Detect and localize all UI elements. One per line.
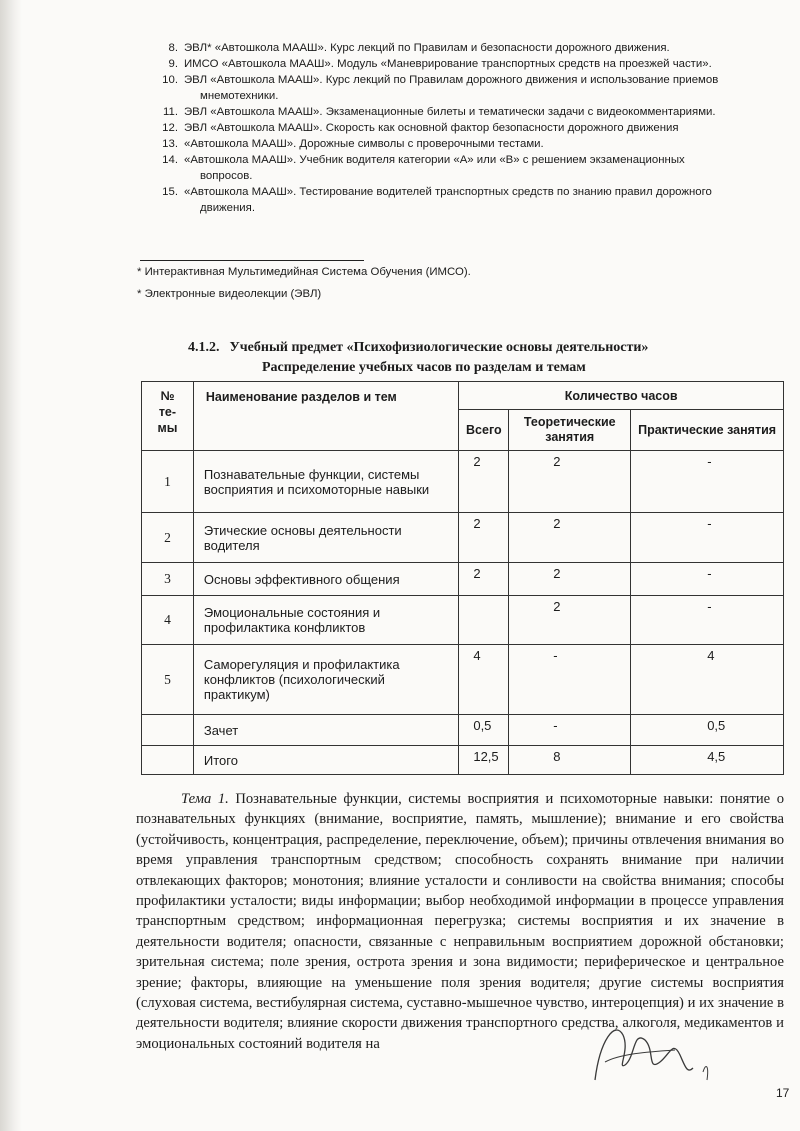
- theme-label: Тема 1.: [181, 791, 229, 807]
- row-number: 3: [142, 563, 194, 596]
- row-practice: 4: [631, 645, 784, 715]
- table-row: [142, 513, 784, 563]
- row-theory: 2: [509, 513, 631, 563]
- footnote-divider: [140, 260, 364, 261]
- section-subtitle: Распределение учебных часов по разделам и темам: [262, 360, 586, 375]
- row-theory: 2: [509, 563, 631, 596]
- list-item: 12. ЭВЛ «Автошкола МААШ». Скорость как основной фактор безопасности дорожного движения: [162, 122, 679, 134]
- section-number: 4.1.2.: [188, 340, 220, 355]
- row-name: Зачет: [193, 715, 458, 746]
- row-total: 2: [459, 513, 509, 563]
- reference-list: [148, 40, 778, 216]
- row-practice: -: [631, 451, 784, 513]
- row-theory: -: [509, 715, 631, 746]
- row-number: [142, 715, 194, 746]
- row-name: Основы эффективного общения: [193, 563, 458, 596]
- list-item: 9. ИМСО «Автошкола МААШ». Модуль «Маневрирование транспортных средств на проезжей части».: [168, 58, 712, 70]
- row-practice: -: [631, 513, 784, 563]
- list-item: 15. «Автошкола МААШ». Тестирование водителей транспортных средств по знанию правил дорожного движения.: [162, 186, 712, 214]
- table-row: [142, 645, 784, 715]
- footnote-evl: * Электронные видеолекции (ЭВЛ): [137, 288, 322, 300]
- row-number: [142, 746, 194, 775]
- row-total: 0,5: [459, 715, 509, 746]
- row-practice: 0,5: [631, 715, 784, 746]
- header-practice: Практические занятия: [631, 410, 784, 451]
- row-total: 2: [459, 451, 509, 513]
- row-theory: 2: [509, 596, 631, 645]
- row-practice: -: [631, 596, 784, 645]
- row-total: 12,5: [459, 746, 509, 775]
- theme-text: Познавательные функции, системы восприятия и психомоторные навыки: понятие о познавательных функциях (внимание, восприятие, память, мышление); внимание и его свойства (устойчивость, концентрация, распределение, переключение, объем); причины отвлечения внимания во время управления транспортным средством; способность сохранять внимание при наличии отвлекающих факторов; монотония; влияние усталости и сонливости на свойства внимания; способы профилактики усталости; виды информации; выбор необходимой информации в процессе управления транспортным средством; информационная перегрузка; системы восприятия и их значение в деятельности водителя; опасности, связанные с неправильным восприятием дорожной обстановки; зрительная система; поле зрения, острота зрения и зона видимости; периферическое и центральное зрение; факторы, влияющие на уменьшение поля зрения водителя; другие системы восприятия (слуховая система, вестибулярная система, суставно-мышечное чувство, интероцепция) и их значение в деятельности водителя; влияние скорости движения транспортного средства, алкоголя, медикаментов и эмоциональных состояний водителя на: [136, 791, 784, 1052]
- hours-table: [141, 381, 784, 775]
- list-item: 10. ЭВЛ «Автошкола МААШ». Курс лекций по Правилам дорожного движения и использование приемов мнемотехники.: [162, 74, 719, 102]
- row-theory: 8: [509, 746, 631, 775]
- table-row: [142, 563, 784, 596]
- header-theory: Теоретические занятия: [509, 410, 631, 451]
- list-item: 11. ЭВЛ «Автошкола МААШ». Экзаменационные билеты и тематически задачи с видеокомментариями.: [163, 106, 716, 118]
- row-total: 2: [459, 563, 509, 596]
- list-item: 8. ЭВЛ* «Автошкола МААШ». Курс лекций по Правилам и безопасности дорожного движения.: [168, 42, 670, 54]
- header-hours: Количество часов: [459, 382, 784, 410]
- row-name: Этические основы деятельности водителя: [193, 513, 458, 563]
- page-number: 17: [776, 1086, 790, 1100]
- table-row: [142, 451, 784, 513]
- footnote-imso: * Интерактивная Мультимедийная Система Обучения (ИМСО).: [137, 266, 471, 278]
- header-topic-number: № те- мы: [142, 382, 194, 451]
- row-name: Эмоциональные состояния и профилактика конфликтов: [193, 596, 458, 645]
- row-practice: 4,5: [631, 746, 784, 775]
- header-total: Всего: [459, 410, 509, 451]
- table-row: [142, 596, 784, 645]
- row-total: 4: [459, 645, 509, 715]
- row-number: 5: [142, 645, 194, 715]
- row-number: 1: [142, 451, 194, 513]
- row-number: 4: [142, 596, 194, 645]
- row-name: Саморегуляция и профилактика конфликтов (психологический практикум): [193, 645, 458, 715]
- row-number: 2: [142, 513, 194, 563]
- section-title: [188, 340, 648, 356]
- list-item: 14. «Автошкола МААШ». Учебник водителя категории «А» или «В» с решением экзаменационных вопросов.: [162, 154, 685, 182]
- handwritten-signature: [575, 1010, 725, 1090]
- row-theory: -: [509, 645, 631, 715]
- row-name: Итого: [193, 746, 458, 775]
- table-row: [142, 715, 784, 746]
- section-title-text: Учебный предмет «Психофизиологические основы деятельности»: [229, 340, 649, 355]
- list-item: 13. «Автошкола МААШ». Дорожные символы с проверочными тестами.: [162, 138, 544, 150]
- row-total: [459, 596, 509, 645]
- row-name: Познавательные функции, системы восприятия и психомоторные навыки: [193, 451, 458, 513]
- header-section-name: Наименование разделов и тем: [193, 382, 458, 451]
- table-header-row: [142, 382, 784, 410]
- page-edge-shadow: [0, 0, 22, 1131]
- row-practice: -: [631, 563, 784, 596]
- row-theory: 2: [509, 451, 631, 513]
- table-row: [142, 746, 784, 775]
